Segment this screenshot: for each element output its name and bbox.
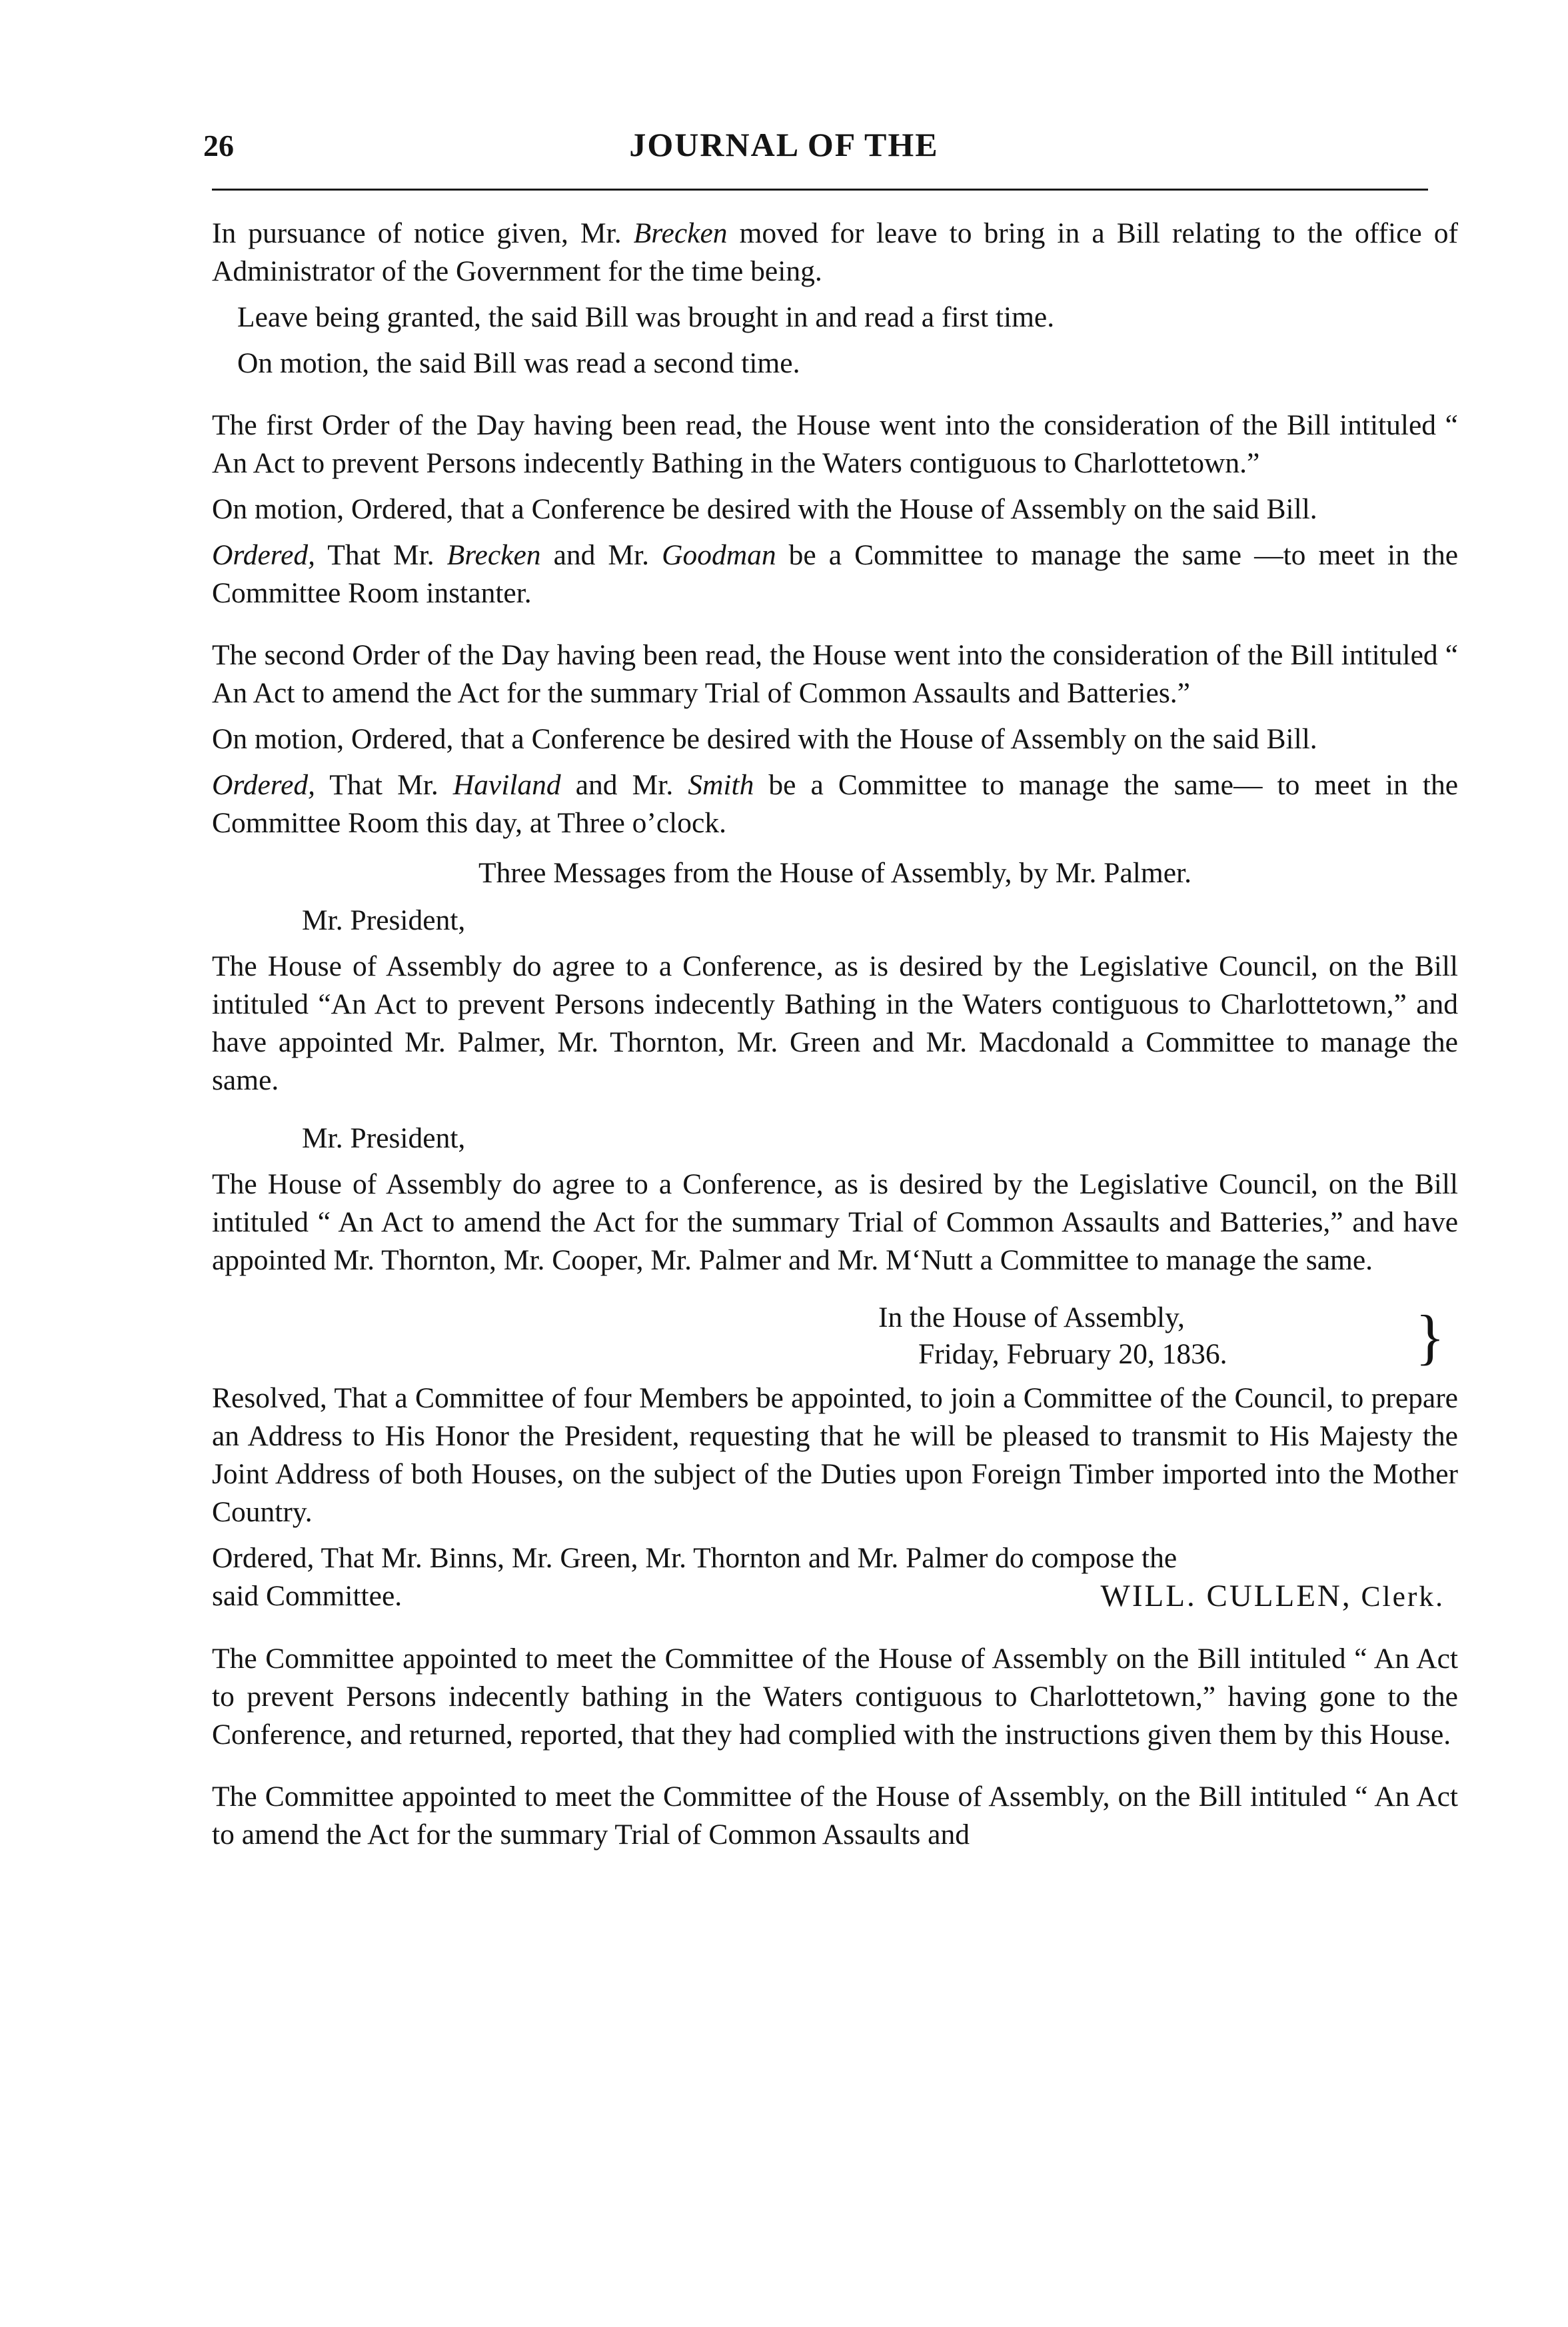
paragraph-first-order: The first Order of the Day having been read, the House went into the consideration of the Bill intituled “ An Act to prevent Persons indecently Bathing in the Waters contiguous to Charlottetown.” [212, 409, 1458, 479]
salutation-2: Mr. President, [302, 1122, 466, 1154]
member-name: Goodman [662, 539, 776, 571]
member-name: Haviland [452, 769, 561, 801]
paragraph-ordered-committee-1: Ordered, That Mr. Brecken and Mr. Goodman be a Committee to manage the same —to meet in the Committee Room instanter. [212, 539, 1458, 609]
dateline-block [212, 1299, 1458, 1373]
said-committee-text: said Committee. [212, 1580, 402, 1612]
salutation-1: Mr. President, [302, 904, 466, 936]
paragraph-second-reading: On motion, the said Bill was read a second time. [237, 347, 800, 379]
member-name: Brecken [446, 539, 541, 571]
paragraph-leave-granted: Leave being granted, the said Bill was brought in and read a first time. [237, 301, 1055, 333]
paragraph-ordered-committee-2: Ordered, That Mr. Haviland and Mr. Smith be a Committee to manage the same— to meet in the Committee Room this day, at Three o’clock. [212, 769, 1459, 839]
paragraph-message-1: The House of Assembly do agree to a Conference, as is desired by the Legislative Council, on the Bill intituled “An Act to prevent Persons indecently Bathing in the Waters contiguous to Charlottetown,” and have appointed Mr. Palmer, Mr. Thornton, Mr. Green and Mr. Macdonald a Committee to manage the same. [212, 950, 1458, 1096]
member-name: Smith [688, 769, 754, 801]
paragraph-conference-motion-2: On motion, Ordered, that a Conference be desired with the House of Assembly on the said Bill. [212, 723, 1317, 755]
clerk-name: WILL. CULLEN, [1100, 1579, 1352, 1613]
paragraph-second-order: The second Order of the Day having been read, the House went into the consideration of the Bill intituled “ An Act to amend the Act for the summary Trial of Common Assaults and Batteries.” [212, 639, 1458, 709]
messages-heading: Three Messages from the House of Assembly, by Mr. Palmer. [478, 857, 1191, 889]
running-head: JOURNAL OF THE [629, 126, 939, 163]
header-rule [212, 189, 1428, 191]
paragraph-ordered-compose: Ordered, That Mr. Binns, Mr. Green, Mr. Thornton and Mr. Palmer do compose the [212, 1542, 1177, 1574]
paragraph-leave-motion: In pursuance of notice given, Mr. Brecken moved for leave to bring in a Bill relating to the office of Administrator of the Government for the time being. [212, 217, 1458, 287]
page-number: 26 [203, 129, 234, 163]
paragraph-committee-report-2: The Committee appointed to meet the Committee of the House of Assembly, on the Bill intituled “ An Act to amend the Act for the summary Trial of Common Assaults and [212, 1781, 1458, 1851]
paragraph-message-2: The House of Assembly do agree to a Conference, as is desired by the Legislative Council, on the Bill intituled “ An Act to amend the Act for the summary Trial of Common Assaults and Batteries,” and have appointed Mr. Thornton, Mr. Cooper, Mr. Palmer and Mr. M‘Nutt a Committee to manage the same. [212, 1168, 1458, 1276]
paragraph-resolved: Resolved, That a Committee of four Members be appointed, to join a Committee of the Council, to prepare an Address to His Honor the President, requesting that he will be pleased to transmit to His Majesty the Joint Address of both Houses, on the subject of the Duties upon Foreign Timber imported into the Mother Country. [212, 1382, 1458, 1528]
signature-line [212, 1577, 1458, 1616]
brace-glyph: } [1415, 1303, 1445, 1371]
paragraph-committee-report-1: The Committee appointed to meet the Committee of the House of Assembly on the Bill intituled “ An Act to prevent Persons indecently bathing in the Waters contiguous to Charlottetown,” having gone to the Conference, and returned, reported, that they had complied with the instructions given them by this House. [212, 1643, 1458, 1751]
clerk-title: Clerk. [1351, 1581, 1445, 1613]
dateline-place: In the House of Assembly, [878, 1301, 1185, 1333]
paragraph-conference-motion-1: On motion, Ordered, that a Conference be desired with the House of Assembly on the said Bill. [212, 493, 1317, 525]
journal-body [212, 215, 1458, 1862]
clerk-signature [1101, 1577, 1458, 1616]
member-name: Brecken [633, 217, 728, 249]
dateline-date: Friday, February 20, 1836. [918, 1338, 1227, 1370]
